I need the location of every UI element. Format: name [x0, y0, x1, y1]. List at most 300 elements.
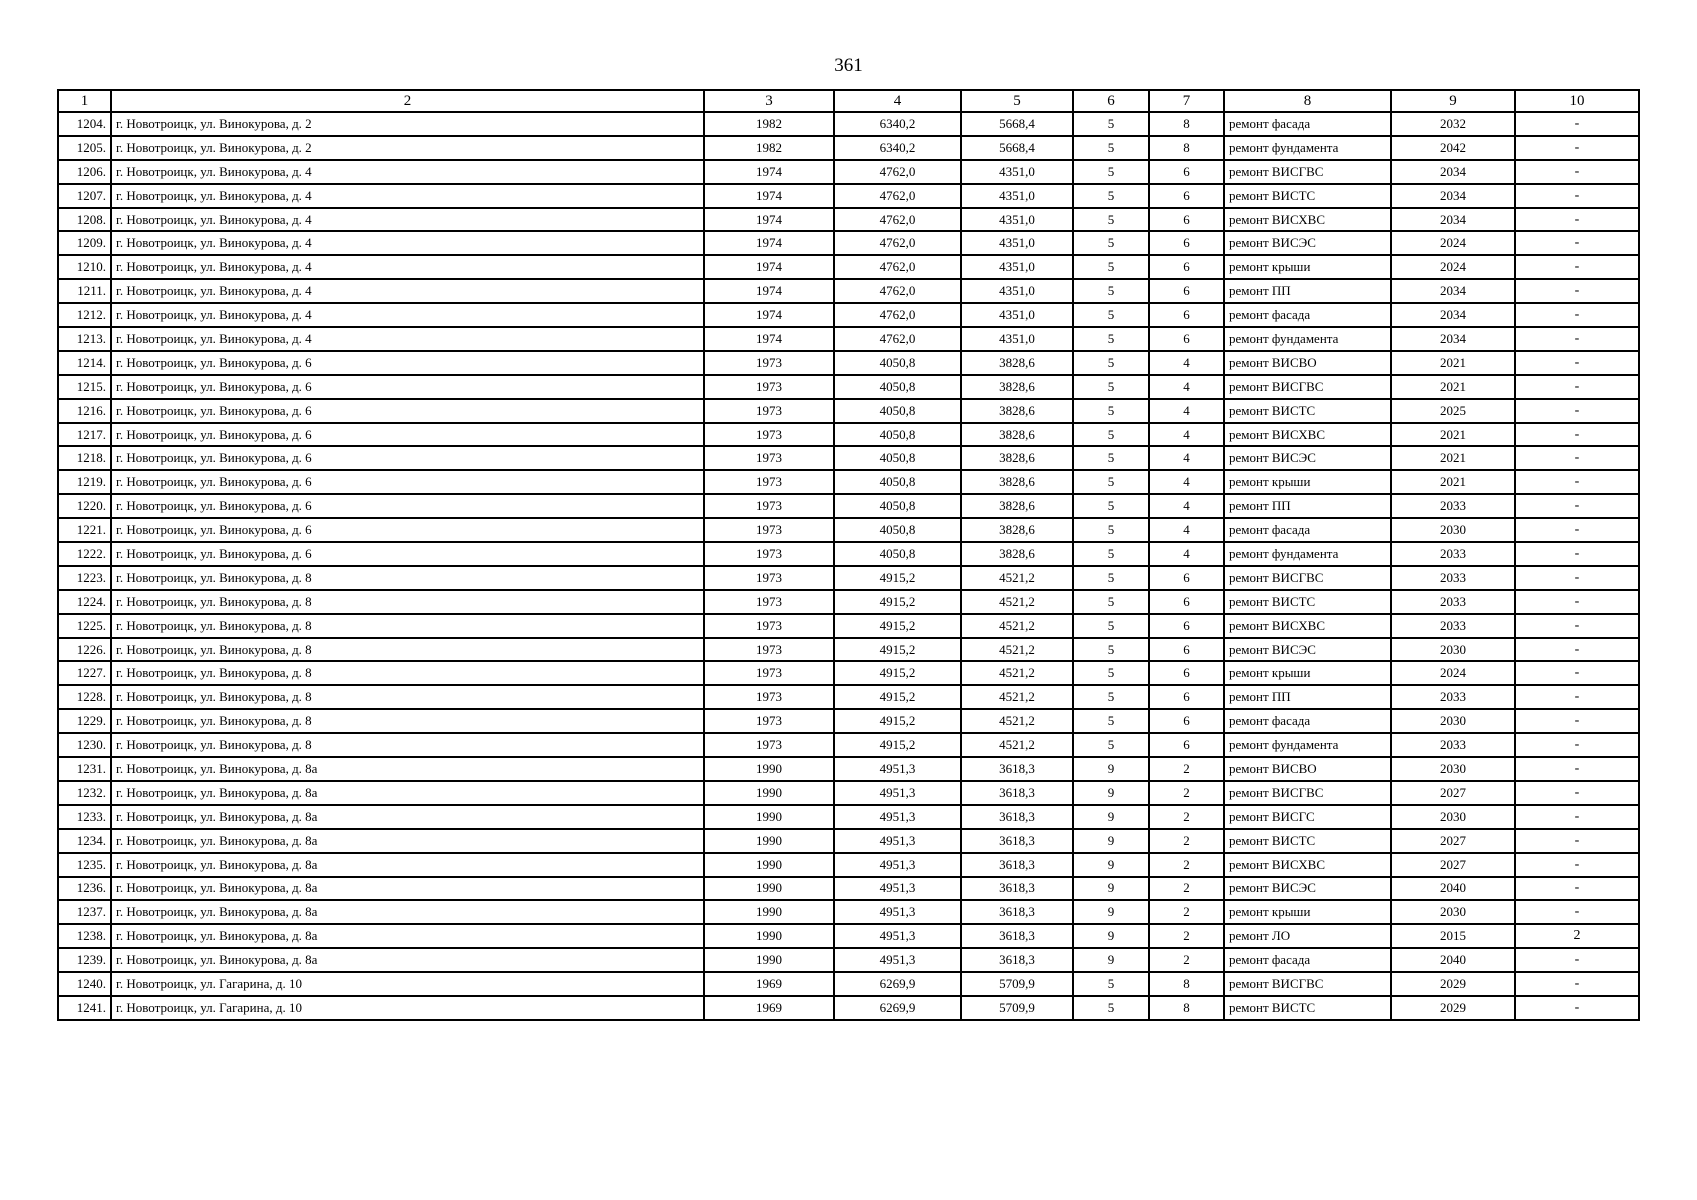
row-number-cell: 1215. — [58, 375, 111, 399]
note-cell: - — [1515, 781, 1639, 805]
floors-cell: 5 — [1073, 733, 1149, 757]
build-year-cell: 1969 — [704, 972, 834, 996]
work-type-cell: ремонт ВИСТС — [1224, 996, 1391, 1020]
address-cell: г. Новотроицк, ул. Винокурова, д. 6 — [111, 518, 704, 542]
living-area-cell: 3828,6 — [961, 375, 1073, 399]
total-area-cell: 4951,3 — [834, 853, 961, 877]
total-area-cell: 4915,2 — [834, 733, 961, 757]
table-row — [58, 685, 1639, 709]
note-cell: - — [1515, 160, 1639, 184]
table-row — [58, 446, 1639, 470]
work-type-cell: ремонт фасада — [1224, 709, 1391, 733]
address-cell: г. Новотроицк, ул. Винокурова, д. 6 — [111, 351, 704, 375]
column-header-10: 10 — [1515, 90, 1639, 112]
table-row — [58, 494, 1639, 518]
build-year-cell: 1990 — [704, 900, 834, 924]
table-row — [58, 853, 1639, 877]
living-area-cell: 5709,9 — [961, 996, 1073, 1020]
living-area-cell: 3618,3 — [961, 948, 1073, 972]
note-cell: - — [1515, 399, 1639, 423]
address-cell: г. Новотроицк, ул. Винокурова, д. 4 — [111, 160, 704, 184]
entrances-cell: 2 — [1149, 900, 1224, 924]
header-row — [58, 90, 1639, 112]
work-type-cell: ремонт ВИСЭС — [1224, 446, 1391, 470]
column-header-1: 1 — [58, 90, 111, 112]
entrances-cell: 2 — [1149, 948, 1224, 972]
entrances-cell: 8 — [1149, 112, 1224, 136]
work-type-cell: ремонт ПП — [1224, 685, 1391, 709]
planned-year-cell: 2030 — [1391, 518, 1515, 542]
table-row — [58, 781, 1639, 805]
row-number-cell: 1204. — [58, 112, 111, 136]
note-cell: - — [1515, 900, 1639, 924]
planned-year-cell: 2027 — [1391, 829, 1515, 853]
row-number-cell: 1217. — [58, 423, 111, 447]
table-row — [58, 542, 1639, 566]
table-row — [58, 638, 1639, 662]
build-year-cell: 1982 — [704, 136, 834, 160]
build-year-cell: 1990 — [704, 948, 834, 972]
address-cell: г. Новотроицк, ул. Винокурова, д. 6 — [111, 423, 704, 447]
entrances-cell: 6 — [1149, 208, 1224, 232]
planned-year-cell: 2029 — [1391, 996, 1515, 1020]
living-area-cell: 3828,6 — [961, 399, 1073, 423]
note-cell: - — [1515, 231, 1639, 255]
planned-year-cell: 2032 — [1391, 112, 1515, 136]
table-row — [58, 948, 1639, 972]
table-row — [58, 877, 1639, 901]
address-cell: г. Новотроицк, ул. Винокурова, д. 4 — [111, 255, 704, 279]
planned-year-cell: 2024 — [1391, 231, 1515, 255]
entrances-cell: 6 — [1149, 733, 1224, 757]
note-cell: - — [1515, 518, 1639, 542]
address-cell: г. Новотроицк, ул. Винокурова, д. 6 — [111, 375, 704, 399]
floors-cell: 5 — [1073, 709, 1149, 733]
table-row — [58, 208, 1639, 232]
build-year-cell: 1973 — [704, 351, 834, 375]
row-number-cell: 1206. — [58, 160, 111, 184]
planned-year-cell: 2042 — [1391, 136, 1515, 160]
planned-year-cell: 2033 — [1391, 494, 1515, 518]
row-number-cell: 1229. — [58, 709, 111, 733]
planned-year-cell: 2021 — [1391, 351, 1515, 375]
note-cell: - — [1515, 351, 1639, 375]
floors-cell: 5 — [1073, 136, 1149, 160]
planned-year-cell: 2021 — [1391, 423, 1515, 447]
living-area-cell: 4351,0 — [961, 208, 1073, 232]
note-cell: - — [1515, 279, 1639, 303]
row-number-cell: 1233. — [58, 805, 111, 829]
build-year-cell: 1973 — [704, 542, 834, 566]
note-cell: - — [1515, 184, 1639, 208]
work-type-cell: ремонт ВИСЭС — [1224, 877, 1391, 901]
floors-cell: 5 — [1073, 446, 1149, 470]
build-year-cell: 1973 — [704, 423, 834, 447]
entrances-cell: 4 — [1149, 470, 1224, 494]
entrances-cell: 6 — [1149, 661, 1224, 685]
row-number-cell: 1235. — [58, 853, 111, 877]
work-type-cell: ремонт ВИСЭС — [1224, 638, 1391, 662]
total-area-cell: 4915,2 — [834, 566, 961, 590]
planned-year-cell: 2029 — [1391, 972, 1515, 996]
address-cell: г. Новотроицк, ул. Винокурова, д. 8а — [111, 948, 704, 972]
build-year-cell: 1982 — [704, 112, 834, 136]
address-cell: г. Новотроицк, ул. Винокурова, д. 4 — [111, 327, 704, 351]
work-type-cell: ремонт крыши — [1224, 255, 1391, 279]
work-type-cell: ремонт ВИСТС — [1224, 399, 1391, 423]
planned-year-cell: 2033 — [1391, 542, 1515, 566]
row-number-cell: 1221. — [58, 518, 111, 542]
table-row — [58, 805, 1639, 829]
planned-year-cell: 2021 — [1391, 470, 1515, 494]
living-area-cell: 3618,3 — [961, 829, 1073, 853]
living-area-cell: 4351,0 — [961, 303, 1073, 327]
entrances-cell: 4 — [1149, 399, 1224, 423]
note-cell: - — [1515, 638, 1639, 662]
address-cell: г. Новотроицк, ул. Винокурова, д. 8 — [111, 638, 704, 662]
floors-cell: 5 — [1073, 494, 1149, 518]
column-header-2: 2 — [111, 90, 704, 112]
build-year-cell: 1973 — [704, 733, 834, 757]
build-year-cell: 1973 — [704, 399, 834, 423]
work-type-cell: ремонт ВИСВО — [1224, 757, 1391, 781]
total-area-cell: 4050,8 — [834, 494, 961, 518]
entrances-cell: 2 — [1149, 829, 1224, 853]
living-area-cell: 5668,4 — [961, 136, 1073, 160]
planned-year-cell: 2034 — [1391, 160, 1515, 184]
entrances-cell: 6 — [1149, 255, 1224, 279]
living-area-cell: 3828,6 — [961, 494, 1073, 518]
build-year-cell: 1973 — [704, 638, 834, 662]
row-number-cell: 1205. — [58, 136, 111, 160]
work-type-cell: ремонт ВИСВО — [1224, 351, 1391, 375]
row-number-cell: 1211. — [58, 279, 111, 303]
total-area-cell: 4762,0 — [834, 303, 961, 327]
table-row — [58, 733, 1639, 757]
living-area-cell: 5668,4 — [961, 112, 1073, 136]
row-number-cell: 1231. — [58, 757, 111, 781]
floors-cell: 5 — [1073, 590, 1149, 614]
living-area-cell: 3618,3 — [961, 757, 1073, 781]
address-cell: г. Новотроицк, ул. Винокурова, д. 8а — [111, 924, 704, 948]
planned-year-cell: 2034 — [1391, 279, 1515, 303]
work-type-cell: ремонт ВИСГВС — [1224, 566, 1391, 590]
table-row — [58, 327, 1639, 351]
planned-year-cell: 2040 — [1391, 877, 1515, 901]
floors-cell: 5 — [1073, 351, 1149, 375]
living-area-cell: 3828,6 — [961, 542, 1073, 566]
build-year-cell: 1974 — [704, 231, 834, 255]
note-cell: - — [1515, 255, 1639, 279]
build-year-cell: 1973 — [704, 375, 834, 399]
entrances-cell: 2 — [1149, 781, 1224, 805]
work-type-cell: ремонт ВИСГВС — [1224, 375, 1391, 399]
table-row — [58, 255, 1639, 279]
table-row — [58, 614, 1639, 638]
entrances-cell: 4 — [1149, 423, 1224, 447]
table-row — [58, 900, 1639, 924]
row-number-cell: 1226. — [58, 638, 111, 662]
build-year-cell: 1990 — [704, 853, 834, 877]
planned-year-cell: 2033 — [1391, 590, 1515, 614]
address-cell: г. Новотроицк, ул. Винокурова, д. 8а — [111, 805, 704, 829]
note-cell: - — [1515, 303, 1639, 327]
work-type-cell: ремонт фундамента — [1224, 542, 1391, 566]
floors-cell: 5 — [1073, 279, 1149, 303]
address-cell: г. Новотроицк, ул. Винокурова, д. 4 — [111, 208, 704, 232]
total-area-cell: 4951,3 — [834, 948, 961, 972]
address-cell: г. Новотроицк, ул. Винокурова, д. 6 — [111, 494, 704, 518]
planned-year-cell: 2030 — [1391, 757, 1515, 781]
entrances-cell: 4 — [1149, 375, 1224, 399]
work-type-cell: ремонт ВИСГВС — [1224, 972, 1391, 996]
address-cell: г. Новотроицк, ул. Винокурова, д. 8 — [111, 733, 704, 757]
address-cell: г. Новотроицк, ул. Винокурова, д. 8а — [111, 781, 704, 805]
living-area-cell: 3828,6 — [961, 351, 1073, 375]
page-number: 361 — [834, 55, 863, 76]
work-type-cell: ремонт фундамента — [1224, 327, 1391, 351]
build-year-cell: 1973 — [704, 494, 834, 518]
entrances-cell: 8 — [1149, 136, 1224, 160]
build-year-cell: 1973 — [704, 661, 834, 685]
row-number-cell: 1209. — [58, 231, 111, 255]
address-cell: г. Новотроицк, ул. Винокурова, д. 8 — [111, 590, 704, 614]
entrances-cell: 6 — [1149, 709, 1224, 733]
work-type-cell: ремонт ЛО — [1224, 924, 1391, 948]
note-cell: - — [1515, 685, 1639, 709]
row-number-cell: 1214. — [58, 351, 111, 375]
living-area-cell: 3618,3 — [961, 877, 1073, 901]
floors-cell: 5 — [1073, 661, 1149, 685]
planned-year-cell: 2021 — [1391, 375, 1515, 399]
note-cell: - — [1515, 709, 1639, 733]
total-area-cell: 4762,0 — [834, 327, 961, 351]
build-year-cell: 1973 — [704, 709, 834, 733]
entrances-cell: 6 — [1149, 231, 1224, 255]
entrances-cell: 6 — [1149, 566, 1224, 590]
total-area-cell: 6269,9 — [834, 996, 961, 1020]
address-cell: г. Новотроицк, ул. Винокурова, д. 4 — [111, 279, 704, 303]
address-cell: г. Новотроицк, ул. Винокурова, д. 8а — [111, 877, 704, 901]
table-body — [58, 112, 1639, 1020]
build-year-cell: 1990 — [704, 924, 834, 948]
total-area-cell: 4050,8 — [834, 375, 961, 399]
build-year-cell: 1973 — [704, 614, 834, 638]
entrances-cell: 6 — [1149, 685, 1224, 709]
work-type-cell: ремонт фундамента — [1224, 733, 1391, 757]
address-cell: г. Новотроицк, ул. Винокурова, д. 4 — [111, 184, 704, 208]
living-area-cell: 4351,0 — [961, 160, 1073, 184]
table-row — [58, 829, 1639, 853]
living-area-cell: 4521,2 — [961, 566, 1073, 590]
note-cell: - — [1515, 614, 1639, 638]
floors-cell: 5 — [1073, 327, 1149, 351]
address-cell: г. Новотроицк, ул. Винокурова, д. 4 — [111, 231, 704, 255]
planned-year-cell: 2025 — [1391, 399, 1515, 423]
row-number-cell: 1212. — [58, 303, 111, 327]
row-number-cell: 1224. — [58, 590, 111, 614]
living-area-cell: 3618,3 — [961, 805, 1073, 829]
table-row — [58, 996, 1639, 1020]
note-cell: - — [1515, 733, 1639, 757]
build-year-cell: 1974 — [704, 279, 834, 303]
total-area-cell: 4762,0 — [834, 208, 961, 232]
note-cell: - — [1515, 494, 1639, 518]
planned-year-cell: 2015 — [1391, 924, 1515, 948]
row-number-cell: 1225. — [58, 614, 111, 638]
planned-year-cell: 2027 — [1391, 781, 1515, 805]
work-type-cell: ремонт ВИСГВС — [1224, 160, 1391, 184]
planned-year-cell: 2024 — [1391, 661, 1515, 685]
floors-cell: 5 — [1073, 184, 1149, 208]
row-number-cell: 1241. — [58, 996, 111, 1020]
floors-cell: 9 — [1073, 805, 1149, 829]
build-year-cell: 1990 — [704, 781, 834, 805]
build-year-cell: 1973 — [704, 685, 834, 709]
floors-cell: 9 — [1073, 948, 1149, 972]
note-cell: - — [1515, 877, 1639, 901]
column-header-6: 6 — [1073, 90, 1149, 112]
note-cell: - — [1515, 996, 1639, 1020]
living-area-cell: 4351,0 — [961, 184, 1073, 208]
note-cell: - — [1515, 853, 1639, 877]
address-cell: г. Новотроицк, ул. Винокурова, д. 2 — [111, 136, 704, 160]
floors-cell: 5 — [1073, 996, 1149, 1020]
note-cell: - — [1515, 661, 1639, 685]
floors-cell: 9 — [1073, 924, 1149, 948]
row-number-cell: 1218. — [58, 446, 111, 470]
table-row — [58, 231, 1639, 255]
living-area-cell: 3828,6 — [961, 518, 1073, 542]
build-year-cell: 1973 — [704, 518, 834, 542]
address-cell: г. Новотроицк, ул. Винокурова, д. 8 — [111, 709, 704, 733]
note-cell: - — [1515, 757, 1639, 781]
note-cell: 2 — [1515, 924, 1639, 948]
living-area-cell: 4521,2 — [961, 638, 1073, 662]
build-year-cell: 1990 — [704, 877, 834, 901]
table-row — [58, 590, 1639, 614]
planned-year-cell: 2034 — [1391, 327, 1515, 351]
note-cell: - — [1515, 423, 1639, 447]
living-area-cell: 3618,3 — [961, 853, 1073, 877]
total-area-cell: 4050,8 — [834, 518, 961, 542]
note-cell: - — [1515, 948, 1639, 972]
repair-schedule-table — [57, 89, 1640, 1021]
work-type-cell: ремонт крыши — [1224, 900, 1391, 924]
total-area-cell: 4951,3 — [834, 757, 961, 781]
table-row — [58, 160, 1639, 184]
note-cell: - — [1515, 972, 1639, 996]
table-row — [58, 351, 1639, 375]
build-year-cell: 1973 — [704, 446, 834, 470]
build-year-cell: 1990 — [704, 757, 834, 781]
work-type-cell: ремонт ВИСХВС — [1224, 853, 1391, 877]
planned-year-cell: 2027 — [1391, 853, 1515, 877]
total-area-cell: 4050,8 — [834, 351, 961, 375]
floors-cell: 5 — [1073, 614, 1149, 638]
row-number-cell: 1213. — [58, 327, 111, 351]
row-number-cell: 1237. — [58, 900, 111, 924]
living-area-cell: 3618,3 — [961, 924, 1073, 948]
living-area-cell: 3828,6 — [961, 446, 1073, 470]
column-header-3: 3 — [704, 90, 834, 112]
note-cell: - — [1515, 446, 1639, 470]
work-type-cell: ремонт ВИСТС — [1224, 590, 1391, 614]
planned-year-cell: 2030 — [1391, 805, 1515, 829]
total-area-cell: 4050,8 — [834, 446, 961, 470]
floors-cell: 9 — [1073, 829, 1149, 853]
build-year-cell: 1974 — [704, 327, 834, 351]
floors-cell: 5 — [1073, 566, 1149, 590]
note-cell: - — [1515, 208, 1639, 232]
total-area-cell: 4915,2 — [834, 661, 961, 685]
total-area-cell: 4951,3 — [834, 900, 961, 924]
entrances-cell: 2 — [1149, 924, 1224, 948]
entrances-cell: 2 — [1149, 805, 1224, 829]
total-area-cell: 4951,3 — [834, 924, 961, 948]
total-area-cell: 4050,8 — [834, 399, 961, 423]
floors-cell: 5 — [1073, 470, 1149, 494]
build-year-cell: 1974 — [704, 184, 834, 208]
living-area-cell: 5709,9 — [961, 972, 1073, 996]
planned-year-cell: 2040 — [1391, 948, 1515, 972]
floors-cell: 5 — [1073, 303, 1149, 327]
table-row — [58, 757, 1639, 781]
row-number-cell: 1232. — [58, 781, 111, 805]
floors-cell: 9 — [1073, 853, 1149, 877]
living-area-cell: 4351,0 — [961, 231, 1073, 255]
entrances-cell: 4 — [1149, 446, 1224, 470]
work-type-cell: ремонт крыши — [1224, 470, 1391, 494]
note-cell: - — [1515, 829, 1639, 853]
floors-cell: 9 — [1073, 781, 1149, 805]
entrances-cell: 4 — [1149, 351, 1224, 375]
total-area-cell: 4951,3 — [834, 805, 961, 829]
address-cell: г. Новотроицк, ул. Винокурова, д. 6 — [111, 470, 704, 494]
table-row — [58, 136, 1639, 160]
work-type-cell: ремонт крыши — [1224, 661, 1391, 685]
note-cell: - — [1515, 805, 1639, 829]
table-row — [58, 972, 1639, 996]
work-type-cell: ремонт ВИСТС — [1224, 829, 1391, 853]
note-cell: - — [1515, 327, 1639, 351]
build-year-cell: 1974 — [704, 303, 834, 327]
floors-cell: 5 — [1073, 972, 1149, 996]
work-type-cell: ремонт фасада — [1224, 303, 1391, 327]
planned-year-cell: 2033 — [1391, 614, 1515, 638]
planned-year-cell: 2034 — [1391, 208, 1515, 232]
entrances-cell: 4 — [1149, 518, 1224, 542]
floors-cell: 5 — [1073, 160, 1149, 184]
table-row — [58, 399, 1639, 423]
work-type-cell: ремонт фасада — [1224, 948, 1391, 972]
floors-cell: 5 — [1073, 542, 1149, 566]
total-area-cell: 4050,8 — [834, 542, 961, 566]
work-type-cell: ремонт фасада — [1224, 518, 1391, 542]
floors-cell: 5 — [1073, 685, 1149, 709]
total-area-cell: 4915,2 — [834, 685, 961, 709]
entrances-cell: 4 — [1149, 542, 1224, 566]
row-number-cell: 1230. — [58, 733, 111, 757]
floors-cell: 5 — [1073, 112, 1149, 136]
row-number-cell: 1236. — [58, 877, 111, 901]
planned-year-cell: 2030 — [1391, 638, 1515, 662]
work-type-cell: ремонт ВИСХВС — [1224, 614, 1391, 638]
entrances-cell: 6 — [1149, 590, 1224, 614]
work-type-cell: ремонт ПП — [1224, 494, 1391, 518]
note-cell: - — [1515, 470, 1639, 494]
planned-year-cell: 2030 — [1391, 709, 1515, 733]
